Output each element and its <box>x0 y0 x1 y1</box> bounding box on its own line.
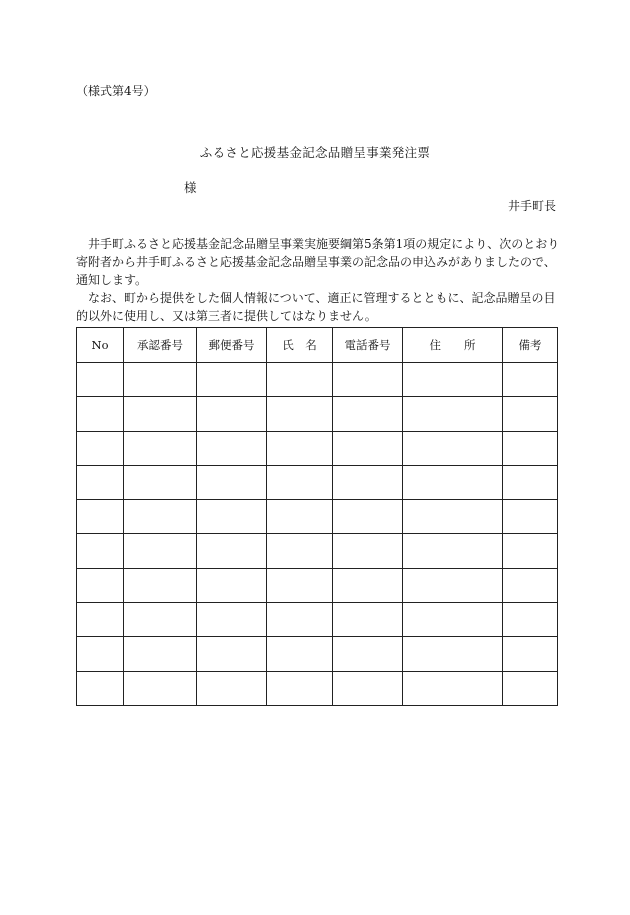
table-row <box>77 568 558 602</box>
table-cell-remarks <box>503 603 558 637</box>
column-header-remarks: 備考 <box>503 328 558 363</box>
table-cell-name <box>267 671 333 705</box>
document-title: ふるさと応援基金記念品贈呈事業発注票 <box>199 145 431 160</box>
table-cell-approval-number <box>124 465 197 499</box>
table-cell-postal-code <box>197 465 267 499</box>
body-text <box>76 235 560 325</box>
table-body <box>77 363 558 706</box>
table-cell-name <box>267 431 333 465</box>
table-cell-remarks <box>503 568 558 602</box>
table-cell-remarks <box>503 431 558 465</box>
table-cell-no <box>77 465 124 499</box>
table-cell-approval-number <box>124 363 197 397</box>
table-cell-name <box>267 534 333 568</box>
table-cell-phone-number <box>333 363 403 397</box>
table-cell-postal-code <box>197 500 267 534</box>
table-cell-address <box>403 431 503 465</box>
table-cell-approval-number <box>124 671 197 705</box>
table-cell-name <box>267 500 333 534</box>
table-cell-address <box>403 363 503 397</box>
table-cell-approval-number <box>124 431 197 465</box>
table-cell-postal-code <box>197 397 267 431</box>
table-cell-approval-number <box>124 637 197 671</box>
table-cell-address <box>403 637 503 671</box>
table-cell-phone-number <box>333 568 403 602</box>
table-cell-phone-number <box>333 671 403 705</box>
body-paragraph-2: なお、町から提供をした個人情報について、適正に管理するとともに、記念品贈呈の目的以外に使用し、又は第三者に提供してはなりません。 <box>76 291 556 323</box>
table-cell-phone-number <box>333 534 403 568</box>
table-row <box>77 671 558 705</box>
column-header-address: 住 所 <box>403 328 503 363</box>
addressee-honorific: 様 <box>184 180 197 195</box>
table-row <box>77 363 558 397</box>
table-cell-approval-number <box>124 397 197 431</box>
table-cell-remarks <box>503 397 558 431</box>
order-table <box>76 327 558 706</box>
table-cell-approval-number <box>124 568 197 602</box>
table-cell-remarks <box>503 465 558 499</box>
table-cell-name <box>267 568 333 602</box>
table-cell-approval-number <box>124 534 197 568</box>
table-cell-name <box>267 397 333 431</box>
issuer-name: 井手町長 <box>507 199 556 213</box>
table-cell-no <box>77 534 124 568</box>
table-cell-no <box>77 363 124 397</box>
table-cell-no <box>77 500 124 534</box>
table-cell-no <box>77 431 124 465</box>
table-cell-address <box>403 534 503 568</box>
table-row <box>77 500 558 534</box>
column-header-no: No <box>77 328 124 363</box>
table-cell-address <box>403 397 503 431</box>
table-cell-phone-number <box>333 397 403 431</box>
table-cell-remarks <box>503 637 558 671</box>
table-cell-postal-code <box>197 534 267 568</box>
table-cell-remarks <box>503 671 558 705</box>
table-cell-name <box>267 465 333 499</box>
table-cell-no <box>77 671 124 705</box>
table-cell-phone-number <box>333 431 403 465</box>
table-cell-address <box>403 568 503 602</box>
column-header-name: 氏 名 <box>267 328 333 363</box>
table-cell-postal-code <box>197 568 267 602</box>
column-header-approval-number: 承認番号 <box>124 328 197 363</box>
table-cell-address <box>403 465 503 499</box>
table-cell-no <box>77 397 124 431</box>
table-cell-name <box>267 603 333 637</box>
table-cell-remarks <box>503 500 558 534</box>
table-cell-no <box>77 568 124 602</box>
column-header-postal-code: 郵便番号 <box>197 328 267 363</box>
body-paragraph-1: 井手町ふるさと応援基金記念品贈呈事業実施要綱第5条第1項の規定により、次のとおり寄附者から井手町ふるさと応援基金記念品贈呈事業の記念品の申込みがありましたので、通知します。 <box>76 237 560 287</box>
table-cell-name <box>267 637 333 671</box>
table-cell-no <box>77 637 124 671</box>
table-cell-postal-code <box>197 363 267 397</box>
table-cell-remarks <box>503 363 558 397</box>
table-row <box>77 637 558 671</box>
table-cell-address <box>403 671 503 705</box>
table-row <box>77 431 558 465</box>
form-number: （様式第4号） <box>76 84 156 98</box>
column-header-phone-number: 電話番号 <box>333 328 403 363</box>
table-cell-phone-number <box>333 603 403 637</box>
table-cell-postal-code <box>197 431 267 465</box>
table-row <box>77 397 558 431</box>
table-row <box>77 534 558 568</box>
table-cell-approval-number <box>124 603 197 637</box>
table-cell-address <box>403 500 503 534</box>
table-row <box>77 603 558 637</box>
table-cell-approval-number <box>124 500 197 534</box>
table-cell-address <box>403 603 503 637</box>
table-cell-postal-code <box>197 671 267 705</box>
table-cell-phone-number <box>333 465 403 499</box>
table-cell-no <box>77 603 124 637</box>
table-row <box>77 465 558 499</box>
table-header-row <box>77 328 558 363</box>
table-cell-name <box>267 363 333 397</box>
table-cell-postal-code <box>197 603 267 637</box>
table-cell-remarks <box>503 534 558 568</box>
table-cell-postal-code <box>197 637 267 671</box>
table-cell-phone-number <box>333 500 403 534</box>
table-cell-phone-number <box>333 637 403 671</box>
